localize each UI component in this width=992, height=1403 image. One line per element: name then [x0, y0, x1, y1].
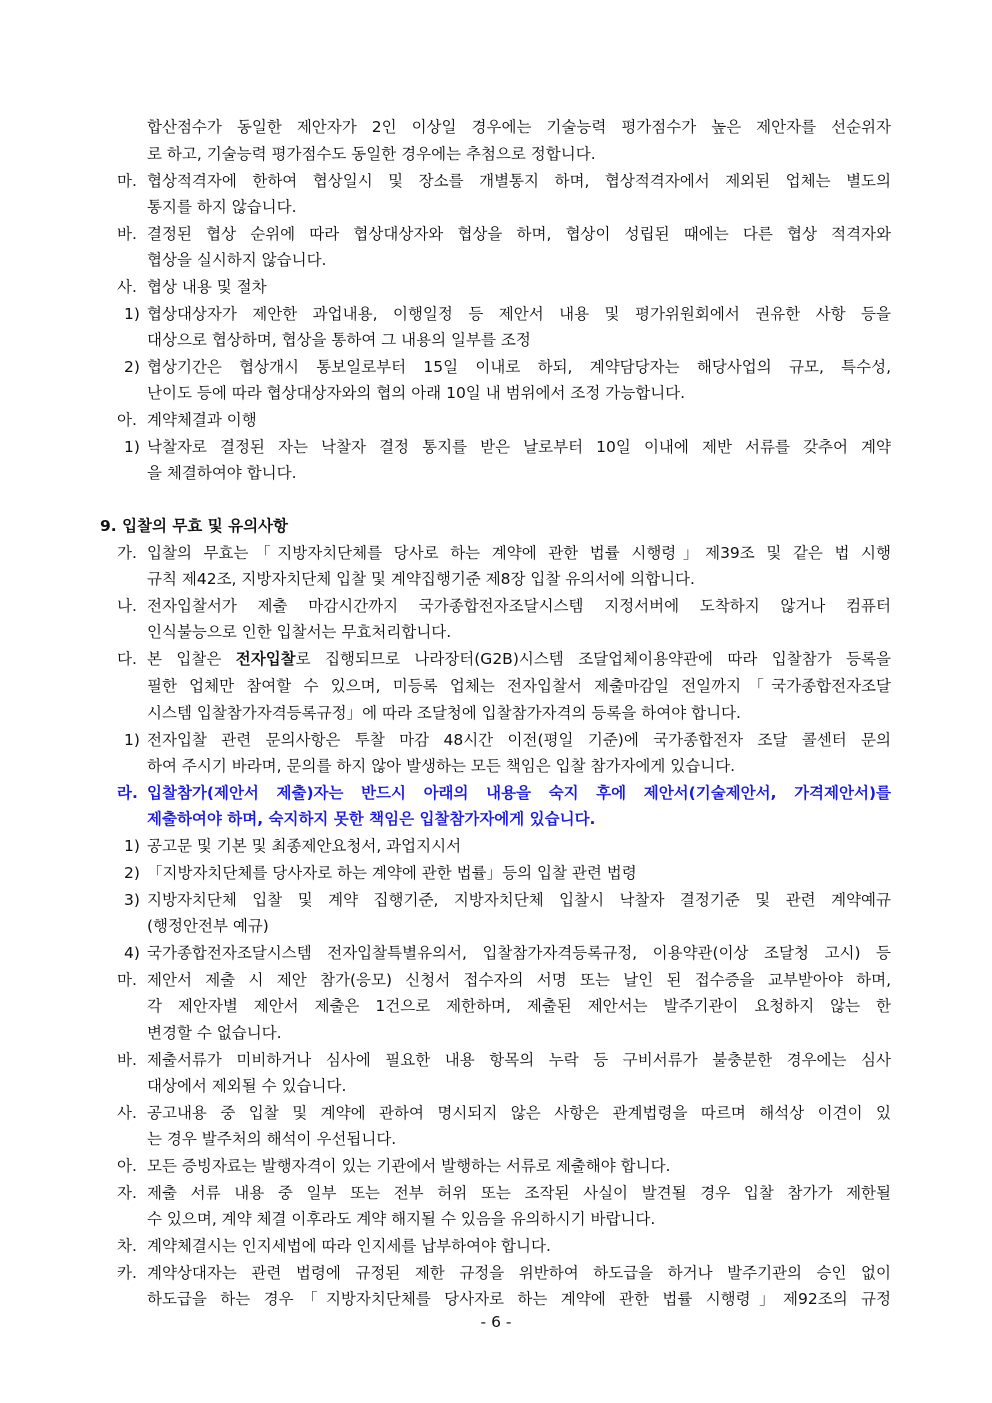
paragraph-line: 제출 서류 내용 중 일부 또는 전부 허위 또는 조작된 사실이 발견될 경우 입찰 참가가 제한될	[147, 1184, 891, 1202]
paragraph-line: 「지방자치단체를 당사자로 하는 계약에 관한 법률」등의 입찰 관련 법령	[147, 864, 637, 882]
paragraph-line: 대상으로 협상하며, 협상을 통하여 그 내용의 일부를 조정	[147, 331, 531, 349]
paragraph-line: 하도급을 하는 경우「지방자치단체를 당사자로 하는 계약에 관한 법률 시행령」제92조의 규정	[147, 1290, 891, 1308]
paragraph-line: 대상에서 제외될 수 있습니다.	[147, 1077, 347, 1095]
paragraph-line: 공고내용 중 입찰 및 계약에 관하여 명시되지 않은 사항은 관계법령을 따르며 해석상 이견이 있	[147, 1104, 891, 1122]
item-marker: 바.	[117, 225, 137, 243]
item-marker: 가.	[117, 544, 137, 562]
item-marker: 카.	[117, 1264, 137, 1282]
item-marker: 사.	[117, 278, 137, 296]
paragraph-line: 국가종합전자조달시스템 전자입찰특별유의서, 입찰참가자격등록규정, 이용약관(이상 조달청 고시) 등	[147, 944, 891, 962]
item-marker: 라.	[117, 784, 138, 802]
paragraph-line: 계약체결과 이행	[147, 411, 257, 429]
item-marker: 사.	[117, 1104, 137, 1122]
paragraph-line: 로 하고, 기술능력 평가점수도 동일한 경우에는 추첨으로 정합니다.	[147, 145, 596, 163]
paragraph-line: 합산점수가 동일한 제안자가 2인 이상일 경우에는 기술능력 평가점수가 높은 제안자를 선순위자	[147, 118, 891, 136]
paragraph-line: 하여 주시기 바라며, 문의를 하지 않아 발생하는 모든 책임은 입찰 참가자에게 있습니다.	[147, 757, 736, 775]
page-number: - 6 -	[480, 1313, 512, 1331]
paragraph-line: 규칙 제42조, 지방자치단체 입찰 및 계약집행기준 제8장 입찰 유의서에 의합니다.	[147, 570, 695, 588]
paragraph-line: 낙찰자로 결정된 자는 낙찰자 결정 통지를 받은 날로부터 10일 이내에 제반 서류를 갖추어 계약	[147, 438, 891, 456]
paragraph-line: 결정된 협상 순위에 따라 협상대상자와 협상을 하며, 협상이 성립된 때에는 다른 협상 적격자와	[147, 225, 891, 243]
emphasis-text: 전자입찰	[235, 650, 296, 668]
paragraph-line: 전자입찰 관련 문의사항은 투찰 마감 48시간 이전(평일 기준)에 국가종합전자 조달 콜센터 문의	[147, 731, 891, 749]
paragraph-line: 변경할 수 없습니다.	[147, 1024, 282, 1042]
paragraph-text: 본 입찰은	[147, 650, 236, 668]
paragraph-line: 협상적격자에 한하여 협상일시 및 장소를 개별통지 하며, 협상적격자에서 제외된 업체는 별도의	[147, 172, 891, 190]
section-heading: 9. 입찰의 무효 및 유의사항	[100, 517, 288, 535]
paragraph-line: 협상을 실시하지 않습니다.	[147, 251, 327, 269]
paragraph-line: 시스템 입찰참가자격등록규정」에 따라 조달청에 입찰참가자격의 등록을 하여야 합니다.	[147, 704, 741, 722]
item-marker: 마.	[117, 971, 137, 989]
paragraph-line: 협상대상자가 제안한 과업내용, 이행일정 등 제안서 내용 및 평가위원회에서 권유한 사항 등을	[147, 305, 891, 323]
paragraph-line: 수 있으며, 계약 체결 이후라도 계약 해지될 수 있음을 유의하시기 바랍니다.	[147, 1210, 656, 1228]
paragraph-line: 는 경우 발주처의 해석이 우선됩니다.	[147, 1130, 397, 1148]
paragraph-line: 인식불능으로 인한 입찰서는 무효처리합니다.	[147, 623, 452, 641]
item-marker: 3)	[124, 891, 140, 909]
item-marker: 1)	[124, 731, 140, 749]
item-marker: 아.	[117, 411, 137, 429]
item-marker: 바.	[117, 1051, 137, 1069]
item-marker: 1)	[124, 305, 140, 323]
paragraph-line: 전자입찰서가 제출 마감시간까지 국가종합전자조달시스템 지정서버에 도착하지 않거나 컴퓨터	[147, 597, 891, 615]
paragraph-line: 모든 증빙자료는 발행자격이 있는 기관에서 발행하는 서류로 제출해야 합니다.	[147, 1157, 671, 1175]
paragraph-line: 협상 내용 및 절차	[147, 278, 267, 296]
paragraph-line: 공고문 및 기본 및 최종제안요청서, 과업지시서	[147, 837, 462, 855]
notice-line: 제출하여야 하며, 숙지하지 못한 책임은 입찰참가자에게 있습니다.	[147, 810, 596, 828]
item-marker: 1)	[124, 438, 140, 456]
paragraph-line: 제출서류가 미비하거나 심사에 필요한 내용 항목의 누락 등 구비서류가 불충분한 경우에는 심사	[147, 1051, 891, 1069]
paragraph-line: 필한 업체만 참여할 수 있으며, 미등록 업체는 전자입찰서 제출마감일 전일까지「국가종합전자조달	[147, 677, 891, 695]
paragraph-line: 난이도 등에 따라 협상대상자와의 협의 아래 10일 내 범위에서 조정 가능합니다.	[147, 384, 686, 402]
paragraph-line: 계약상대자는 관련 법령에 규정된 제한 규정을 위반하여 하도급을 하거나 발주기관의 승인 없이	[147, 1264, 891, 1282]
paragraph-text: 로 집행되므로 나라장터(G2B)시스템 조달업체이용약관에 따라 입찰참가 등록을	[295, 650, 892, 668]
item-marker: 자.	[117, 1184, 137, 1202]
item-marker: 마.	[117, 172, 137, 190]
paragraph-line: 지방자치단체 입찰 및 계약 집행기준, 지방자치단체 입찰시 낙찰자 결정기준 및 관련 계약예규	[147, 891, 891, 909]
item-marker: 2)	[124, 864, 140, 882]
paragraph-line: 각 제안자별 제안서 제출은 1건으로 제한하며, 제출된 제안서는 발주기관이 요청하지 않는 한	[147, 997, 891, 1015]
paragraph-line: (행정안전부 예규)	[147, 917, 269, 935]
item-marker: 나.	[117, 597, 137, 615]
paragraph-line: 입찰의 무효는「지방자치단체를 당사로 하는 계약에 관한 법률 시행령」제39조 및 같은 법 시행	[147, 544, 891, 562]
notice-line: 입찰참가(제안서 제출)자는 반드시 아래의 내용을 숙지 후에 제안서(기술제안서, 가격제안서)를	[147, 784, 891, 802]
item-marker: 1)	[124, 837, 140, 855]
paragraph-line: 을 체결하여야 합니다.	[147, 464, 297, 482]
item-marker: 4)	[124, 944, 140, 962]
paragraph-line: 계약체결시는 인지세법에 따라 인지세를 납부하여야 합니다.	[147, 1237, 551, 1255]
paragraph-line: 협상기간은 협상개시 통보일로부터 15일 이내로 하되, 계약담당자는 해당사업의 규모, 특수성,	[147, 358, 891, 376]
paragraph-line: 제안서 제출 시 제안 참가(응모) 신청서 접수자의 서명 또는 날인 된 접수증을 교부받아야 하며,	[147, 971, 891, 989]
item-marker: 아.	[117, 1157, 137, 1175]
paragraph-line	[147, 649, 891, 669]
paragraph-line: 통지를 하지 않습니다.	[147, 198, 297, 216]
item-marker: 다.	[117, 650, 137, 668]
item-marker: 차.	[117, 1237, 137, 1255]
item-marker: 2)	[124, 358, 140, 376]
